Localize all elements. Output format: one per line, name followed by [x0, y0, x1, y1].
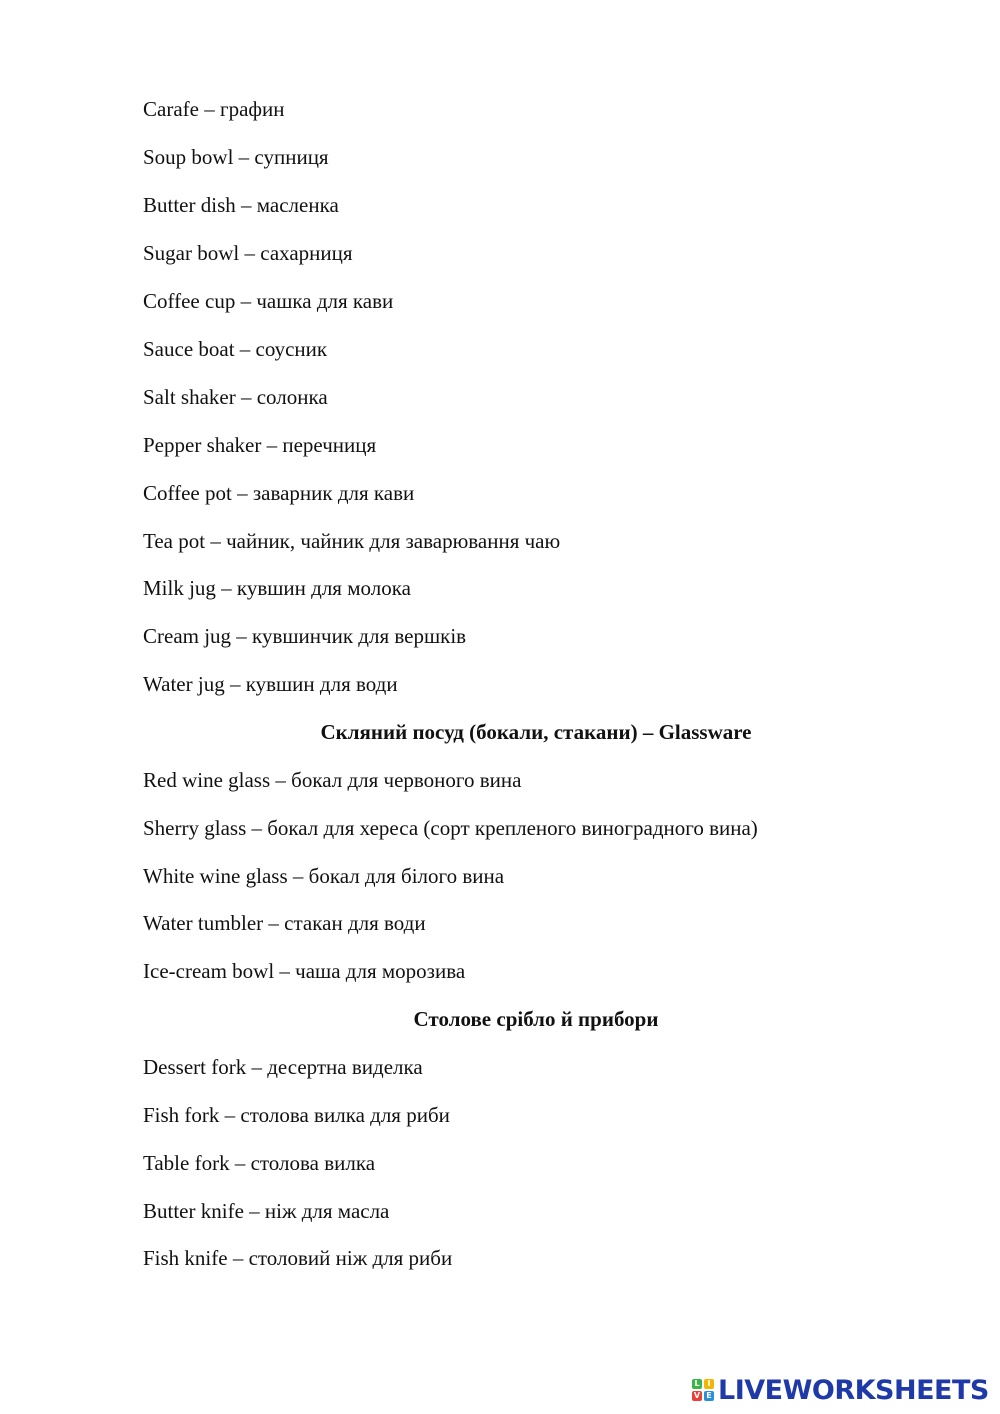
vocab-line-sauce-boat: Sauce boat – соусник — [143, 337, 328, 361]
logo-cell-e: E — [704, 1391, 714, 1401]
vocab-line-carafe: Carafe – графин — [143, 97, 285, 121]
section-heading-silverware: Столове срібло й прибори — [413, 1007, 659, 1031]
vocab-line-coffee-cup: Coffee cup – чашка для кави — [143, 289, 394, 313]
vocab-line-salt-shaker: Salt shaker – солонка — [143, 385, 328, 409]
vocab-line-butter-dish: Butter dish – масленка — [143, 193, 339, 217]
vocab-line-tea-pot: Tea pot – чайник, чайник для заварювання чаю — [143, 529, 561, 553]
vocab-line-cream-jug: Cream jug – кувшинчик для вершків — [143, 624, 467, 648]
vocab-line-ice-cream-bowl: Ice-cream bowl – чаша для морозива — [143, 959, 466, 983]
logo-grid-icon — [692, 1379, 714, 1401]
vocab-line-coffee-pot: Coffee pot – заварник для кави — [143, 481, 415, 505]
vocab-line-milk-jug: Milk jug – кувшин для молока — [143, 576, 411, 600]
section-heading-glassware: Скляний посуд (бокали, стакани) – Glassware — [320, 720, 752, 744]
logo-cell-l: L — [692, 1379, 702, 1389]
vocab-line-butter-knife: Butter knife – ніж для масла — [143, 1199, 390, 1223]
vocab-line-water-tumbler: Water tumbler – стакан для води — [143, 911, 426, 935]
vocab-line-white-wine-glass: White wine glass – бокал для білого вина — [143, 864, 505, 888]
vocab-line-dessert-fork: Dessert fork – десертна виделка — [143, 1055, 423, 1079]
liveworksheets-logo[interactable] — [692, 1373, 989, 1407]
vocab-line-pepper-shaker: Pepper shaker – перечниця — [143, 433, 377, 457]
vocab-line-water-jug: Water jug – кувшин для води — [143, 672, 398, 696]
vocab-line-fish-fork: Fish fork – столова вилка для риби — [143, 1103, 450, 1127]
vocab-line-red-wine-glass: Red wine glass – бокал для червоного вина — [143, 768, 522, 792]
logo-cell-i: I — [704, 1379, 714, 1389]
vocab-line-soup-bowl: Soup bowl – супниця — [143, 145, 329, 169]
vocab-line-sugar-bowl: Sugar bowl – сахарниця — [143, 241, 353, 265]
vocab-line-sherry-glass: Sherry glass – бокал для хереса (сорт крепленого виноградного вина) — [143, 816, 758, 840]
vocab-line-table-fork: Table fork – столова вилка — [143, 1151, 376, 1175]
logo-text: LIVEWORKSHEETS — [718, 1374, 989, 1406]
logo-cell-v: V — [693, 1391, 701, 1400]
vocab-line-fish-knife: Fish knife – столовий ніж для риби — [143, 1246, 453, 1270]
